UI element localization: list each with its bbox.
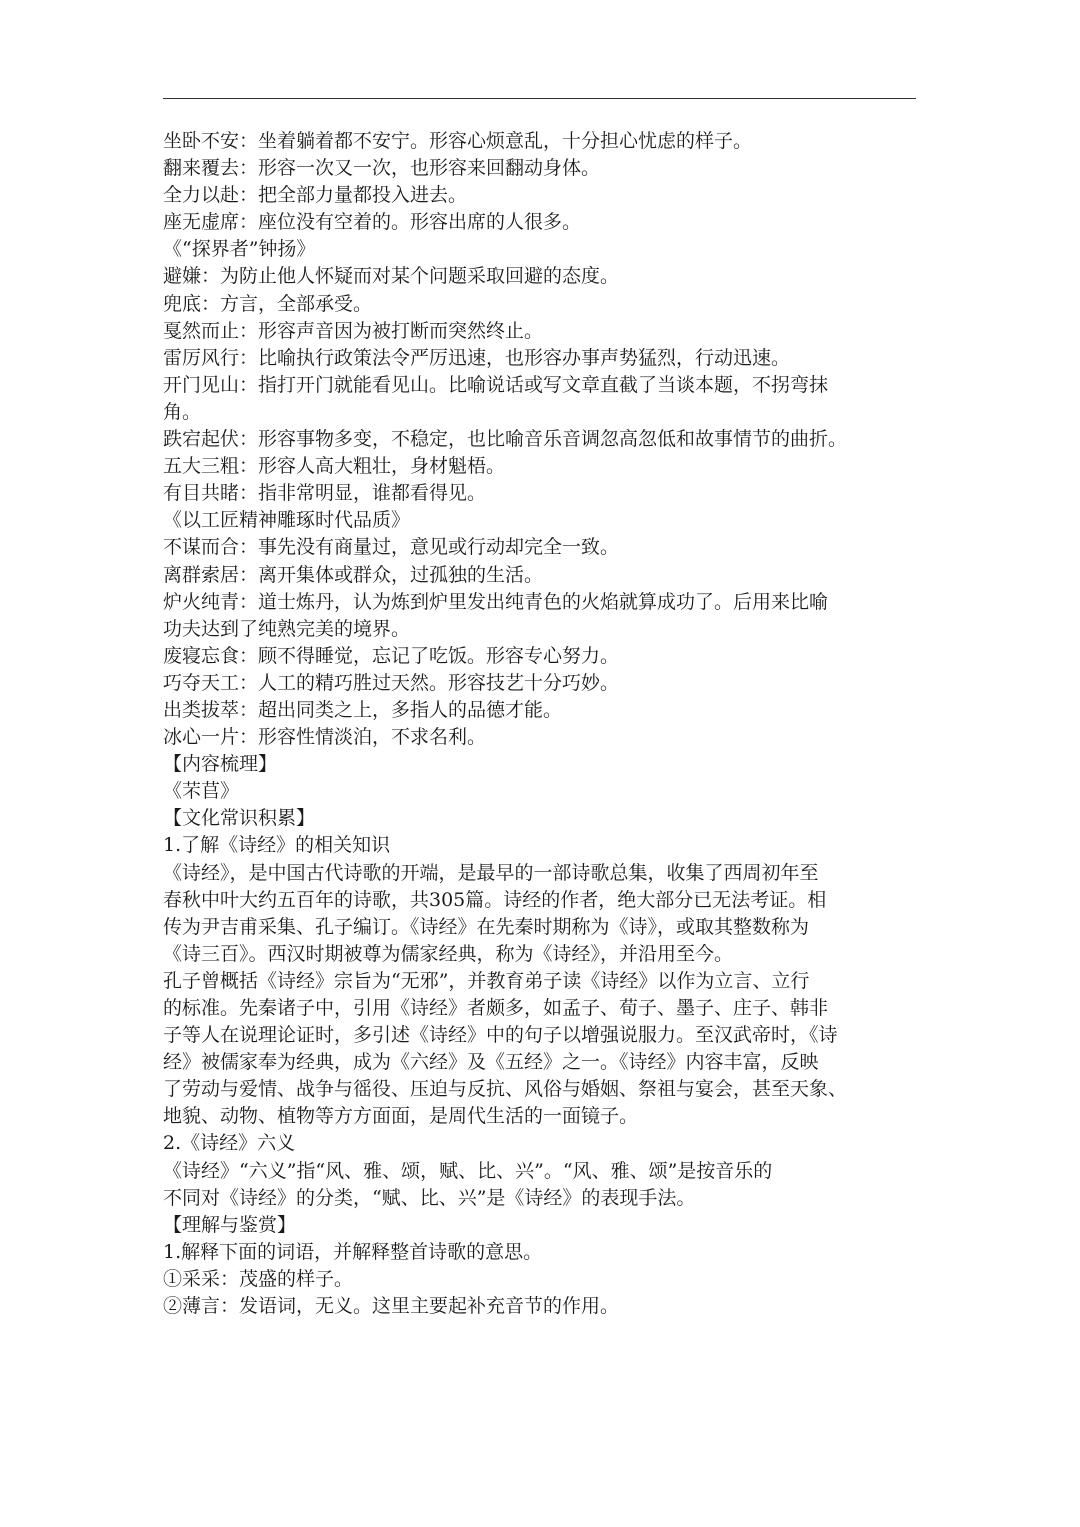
- text-line: 春秋中叶大约五百年的诗歌，共305篇。诗经的作者，绝大部分已无法考证。相: [163, 888, 827, 911]
- subheading: 1.了解《诗经》的相关知识: [163, 834, 391, 857]
- text-line: 《诗经》“六义”指“风、雅、颂，赋、比、兴”。“风、雅、颂”是按音乐的: [163, 1159, 773, 1182]
- text-line: 有目共睹：指非常明显，谁都看得见。: [163, 482, 487, 505]
- document-body: [163, 128, 923, 1320]
- text-line: 离群索居：离开集体或群众，过孤独的生活。: [163, 563, 544, 586]
- text-line: 《诗经》，是中国古代诗歌的开端，是最早的一部诗歌总集，收集了西周初年至: [163, 861, 819, 884]
- section-title: 《“探界者”钟扬》: [163, 238, 316, 261]
- text-line: 雷厉风行：比喻执行政策法令严厉迅速，也形容办事声势猛烈，行动迅速。: [163, 346, 791, 369]
- section-title: 《芣苢》: [163, 780, 240, 803]
- text-line: 不谋而合：事先没有商量过，意见或行动却完全一致。: [163, 536, 620, 559]
- text-line: 坐卧不安：坐着躺着都不安宁。形容心烦意乱，十分担心忧虑的样子。: [163, 130, 753, 152]
- text-line: 经》被儒家奉为经典，成为《六经》及《五经》之一。《诗经》内容丰富，反映: [163, 1051, 819, 1074]
- text-line: 功夫达到了纯熟完美的境界。: [163, 617, 411, 640]
- header-rule: [163, 98, 916, 99]
- text-line: 跌宕起伏：形容事物多变，不稳定，也比喻音乐音调忽高忽低和故事情节的曲折。: [163, 428, 848, 451]
- text-line: 避嫌：为防止他人怀疑而对某个问题采取回避的态度。: [163, 265, 620, 288]
- subheading: 2.《诗经》六义: [163, 1132, 296, 1155]
- text-line: 角。: [163, 400, 202, 423]
- text-line: 孔子曾概括《诗经》宗旨为“无邪”，并教育弟子读《诗经》以作为立言、立行: [163, 969, 810, 992]
- text-line: 废寝忘食：顾不得睡觉，忘记了吃饭。形容专心努力。: [163, 644, 620, 667]
- section-title: 《以工匠精神雕琢时代品质》: [163, 509, 411, 532]
- section-heading: 【文化常识积累】: [163, 807, 316, 830]
- text-line: 戛然而止：形容声音因为被打断而突然终止。: [163, 319, 544, 342]
- section-heading: 【理解与鉴赏】: [163, 1213, 297, 1236]
- text-line: 座无虚席：座位没有空着的。形容出席的人很多。: [163, 211, 582, 234]
- text-line: 子等人在说理论证时，多引述《诗经》中的句子以增强说服力。至汉武帝时，《诗: [163, 1024, 838, 1047]
- text-line: 炉火纯青：道士炼丹，认为炼到炉里发出纯青色的火焰就算成功了。后用来比喻: [163, 590, 829, 613]
- text-line: 冰心一片：形容性情淡泊，不求名利。: [163, 726, 487, 749]
- section-heading: 【内容梳理】: [163, 753, 278, 776]
- text-line: 兜底：方言，全部承受。: [163, 292, 373, 315]
- text-line: ②薄言：发语词，无义。这里主要起补充音节的作用。: [163, 1295, 620, 1318]
- text-line: 出类拔萃：超出同类之上，多指人的品德才能。: [163, 698, 563, 721]
- text-line: 1.解释下面的词语，并解释整首诗歌的意思。: [163, 1240, 543, 1263]
- text-line: 《诗三百》。西汉时期被尊为儒家经典，称为《诗经》，并沿用至今。: [163, 942, 734, 965]
- text-line: 巧夺天工：人工的精巧胜过天然。形容技艺十分巧妙。: [163, 671, 620, 694]
- text-line: 的标准。先秦诸子中，引用《诗经》者颇多，如孟子、荀子、墨子、庄子、韩非: [163, 997, 829, 1019]
- text-line: 全力以赴：把全部力量都投入进去。: [163, 184, 468, 207]
- text-line: 翻来覆去：形容一次又一次，也形容来回翻动身体。: [163, 157, 601, 180]
- text-line: 传为尹吉甫采集、孔子编订。《诗经》在先秦时期称为《诗》，或取其整数称为: [163, 915, 810, 938]
- text-line: 五大三粗：形容人高大粗壮，身材魁梧。: [163, 455, 506, 478]
- text-line: ①采采：茂盛的样子。: [163, 1267, 354, 1290]
- text-line: 了劳动与爱情、战争与徭役、压迫与反抗、风俗与婚姻、祭祖与宴会，甚至天象、: [163, 1078, 848, 1101]
- text-line: 地貌、动物、植物等方方面面，是周代生活的一面镜子。: [163, 1105, 639, 1128]
- text-line: 不同对《诗经》的分类，“赋、比、兴”是《诗经》的表现手法。: [163, 1186, 696, 1209]
- text-line: 开门见山：指打开门就能看见山。比喻说话或写文章直截了当谈本题，不拐弯抹: [163, 373, 829, 396]
